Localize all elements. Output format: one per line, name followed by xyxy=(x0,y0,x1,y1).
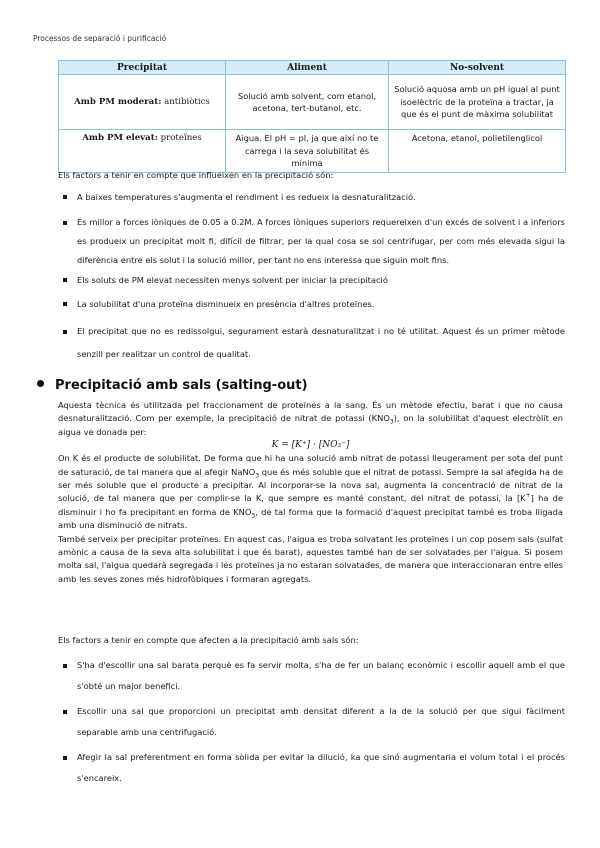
list-item: El precipitat que no es redissolgui, segurament estarà desnaturalitzat i no té utilitat. Aquest és un primer mètode senzill per realitzar un control de qualitat. xyxy=(58,320,565,366)
salt-factors-intro: Els factors a tenir en compte que afecten a la precipitació amb sals són: xyxy=(58,635,359,645)
text-run: On K és el producte de solubilitat. De forma que hi ha una solució amb nitrat de potassi lleugerament per sota del punt de saturació, de tal manera que al afegir NaNO xyxy=(58,453,563,477)
table-cell-aliment: Solució amb solvent, com etanol, acetona, tert-butanol, etc. xyxy=(226,75,389,130)
row-label-bold: Amb PM moderat: xyxy=(74,96,162,107)
list-item: És millor a forces iòniques de 0.05 a 0.2M. A forces iòniques superiors requereixen d'un excés de solvent i a inferiors es produeix un precipitat molt fi, difícil de filtrar, per la qual cosa se sol centrifugar, per com més elevada sigui la diferència entre els solut i la solució millor, per tant no ens interessa que siguin molt fins. xyxy=(58,213,565,270)
list-item: A baixes temperatures s'augmenta el rendiment i es redueix la desnaturalització. xyxy=(58,190,565,204)
row-label-rest: antibiòtics xyxy=(161,96,210,107)
table-header-cell: Precipitat xyxy=(59,61,226,75)
text-run: que és més soluble que el nitrat de potassi. Sempre la sal afegida ha de ser més soluble que el producte a precipitar. Al incorporar-se la nova sal, augmenta la concentració de nitrat de la solució, de tal manera que per complir-se la K, que sempre es manté constant, del nitrat de potassi, la [K xyxy=(58,466,563,504)
subscript: 3 xyxy=(255,472,260,480)
table-row-label xyxy=(59,130,226,173)
table-row xyxy=(59,130,566,173)
salt-factors-list xyxy=(58,655,565,789)
bullet-icon xyxy=(37,380,44,387)
running-header: Processos de separació i purificació xyxy=(33,34,167,43)
paragraph-proteins: També serveix per precipitar proteïnes. En aquest cas, l'aigua es troba solvatant les proteïnes i un cop posem sals (sulfat amònic a causa de la seva alta solubilitat i que és barat), aquestes també han de ser solvatades per l'aigua. Si posem molta sal, l'aigua quedarà segregada i les proteïnes ja no estaran solvatades, de manera que interaccionaran entre elles amb les seves zones més hidrofòbiques i formaran agregats. xyxy=(58,533,563,584)
text-run: ), on la solubilitat d'aquest electròlit en aigua ve donada per: xyxy=(58,413,563,437)
text-run: , de tal forma que la formació d'aquest precipitat també es troba lligada amb una disminució de nitrats. xyxy=(58,506,563,531)
table-cell-aliment: Aigua. El pH = pI, ja que així no te carrega i la seva solubilitat és mínima xyxy=(226,130,389,173)
row-label-rest: proteïnes xyxy=(157,133,202,143)
list-item: S'ha d'escollir una sal barata perquè es fa servir molta, s'ha de fer un balanç econòmic i escollir aquell amb el que s'obté un major benefici. xyxy=(58,655,565,697)
list-item: La solubilitat d'una proteïna disminueix en presència d'altres proteïnes. xyxy=(58,297,565,311)
text-run: ] ha de disminuir i ho fa precipitant en forma de KNO xyxy=(58,493,563,517)
table-header-cell: No-solvent xyxy=(389,61,566,75)
section-title: Precipitació amb sals (salting-out) xyxy=(55,378,308,393)
table-row xyxy=(59,75,566,130)
precipitation-table xyxy=(58,60,566,173)
section-body xyxy=(58,399,563,586)
solubility-formula: K = [K⁺] · [NO₃⁻] xyxy=(271,440,350,451)
subscript: 3 xyxy=(389,419,394,427)
factors-list xyxy=(58,190,565,366)
table-row-label xyxy=(59,75,226,130)
table-header-cell: Aliment xyxy=(226,61,389,75)
section-heading xyxy=(37,378,308,393)
table-cell-no-solvent: Acetona, etanol, polietilenglicol xyxy=(389,130,566,173)
list-item: Escollir una sal que proporcioni un precipitat amb densitat diferent a la de la solució per que sigui fàcilment separable amb una centrifugació. xyxy=(58,701,565,743)
superscript: + xyxy=(525,492,531,500)
factors-intro: Els factors a tenir en compte que influeixen en la precipitació són: xyxy=(58,170,334,180)
list-item: Els soluts de PM elevat necessiten menys solvent per iniciar la precipitació xyxy=(58,273,565,287)
paragraph-explanation xyxy=(58,452,563,532)
table-cell-no-solvent: Solució aquosa amb un pH igual al punt isoelèctric de la proteïna a tractar, ja que és el punt de màxima solubilitat xyxy=(389,75,566,130)
row-label-bold: Amb PM elevat: xyxy=(82,133,158,143)
text-run: Aquesta tècnica és utilitzada pel fraccionament de proteïnes a la sang. És un mètode efectiu, barat i que no causa desnaturalització. Com per exemple, la precipitació de nitrat de potassi (KNO xyxy=(58,400,563,424)
paragraph-intro xyxy=(58,399,563,439)
subscript: 3 xyxy=(251,512,256,520)
table-header-row xyxy=(59,61,566,75)
list-item: Afegir la sal preferentment en forma sòlida per evitar la dilució, ka que sinó augmentaria el volum total i el procés s'encareix. xyxy=(58,747,565,789)
